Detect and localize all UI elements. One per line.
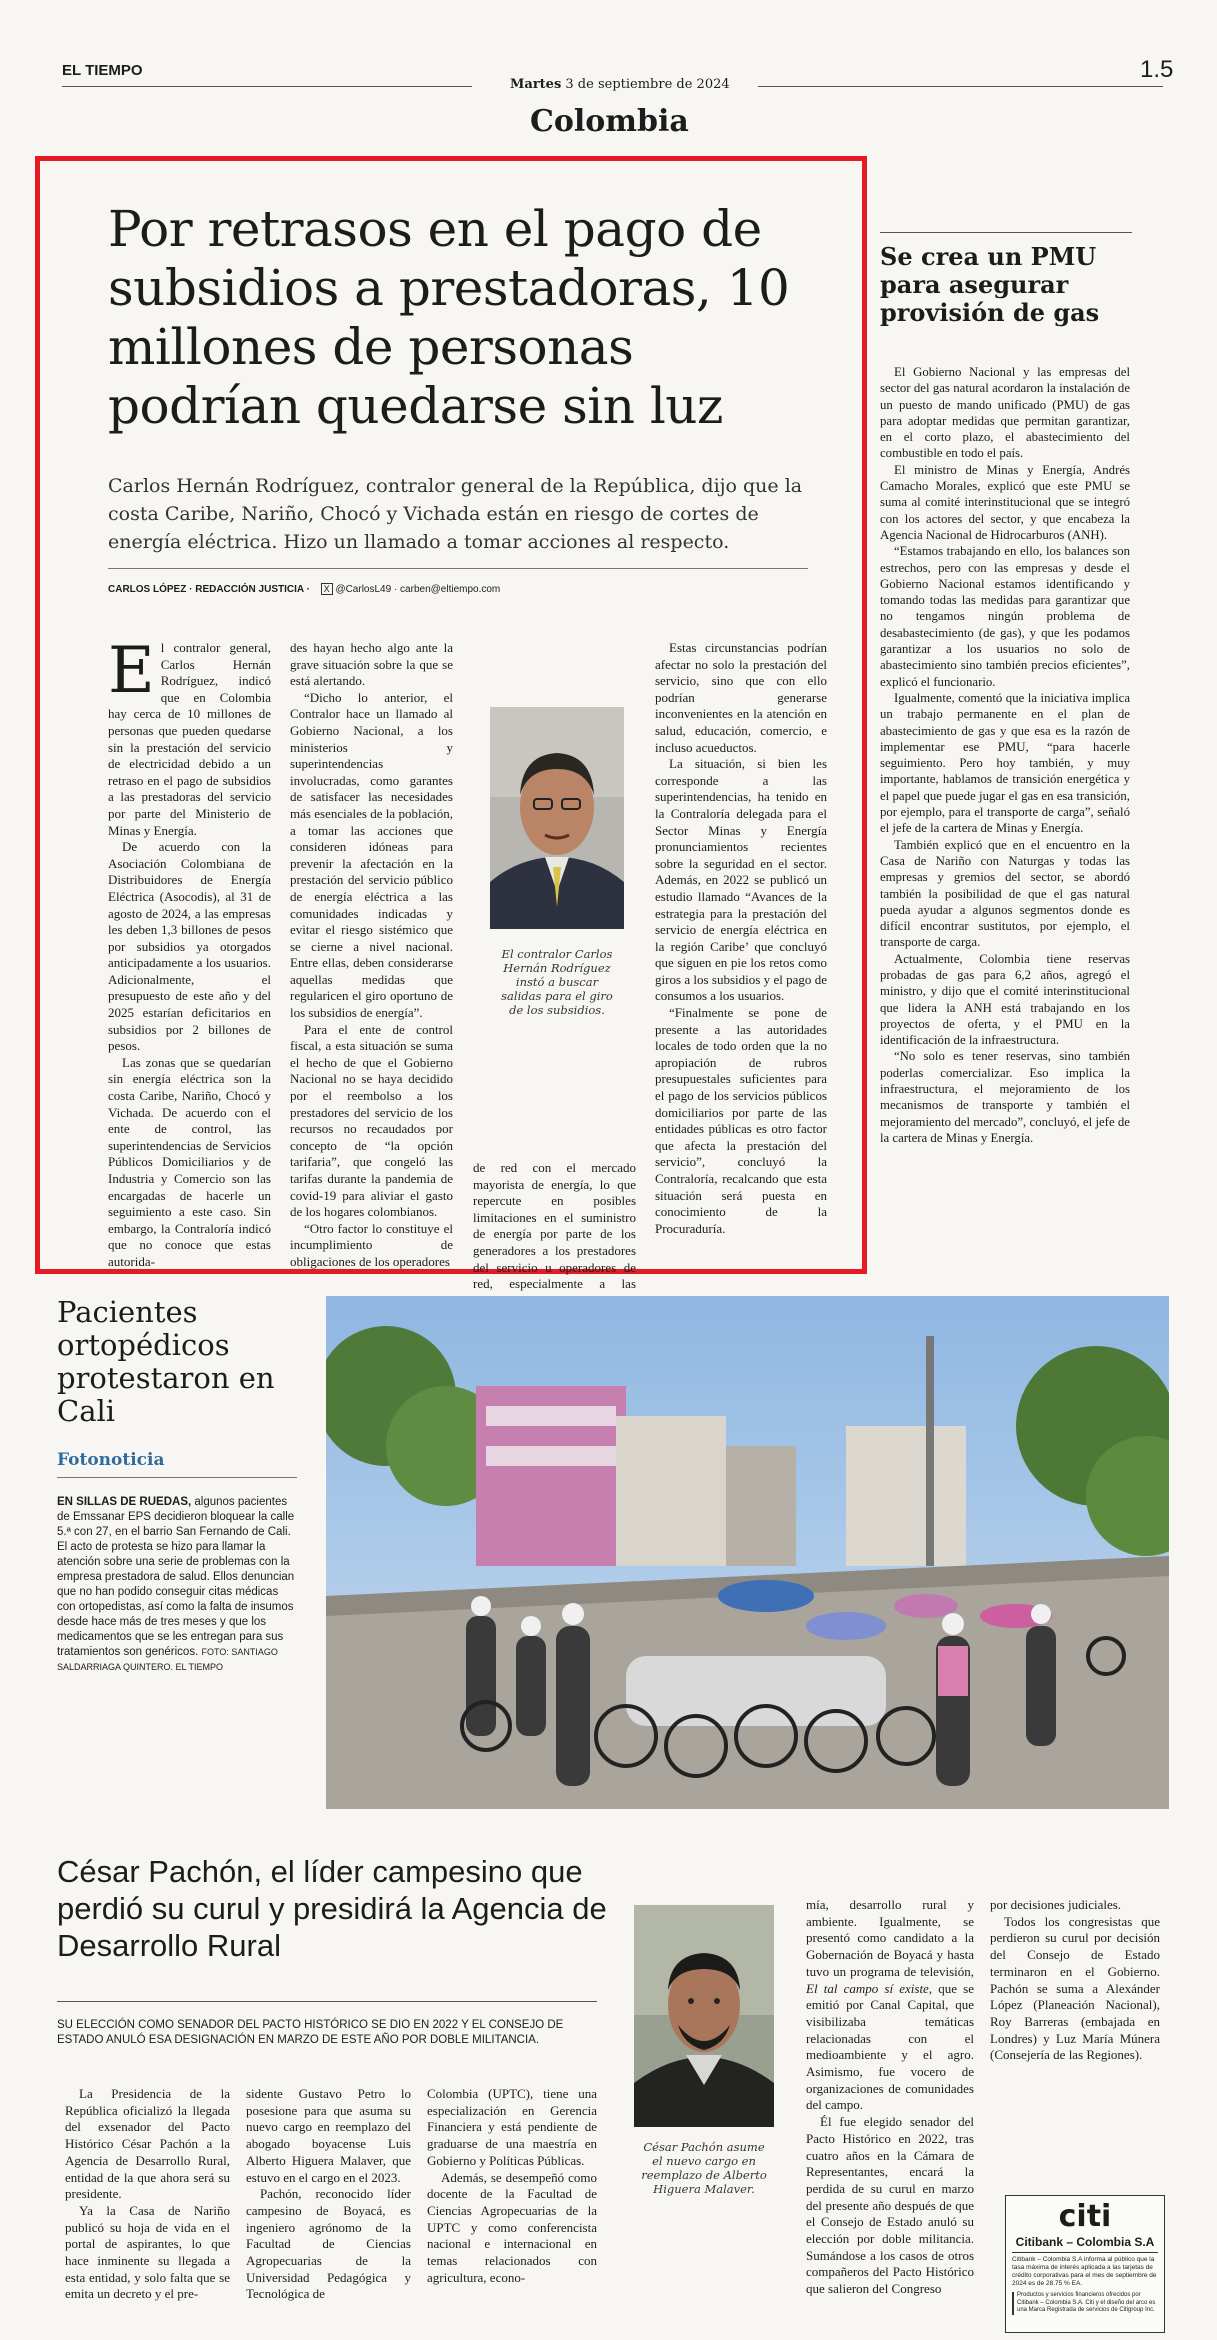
photo-story-rule	[57, 1477, 297, 1478]
main-deck: Carlos Hernán Rodríguez, contralor general de la República, dijo que la costa Caribe, Nariño, Chocó y Vichada están en riesgo de cortes de energía eléctrica. Hizo un llamado a tomar acciones al respecto.	[108, 475, 803, 553]
page-number: 1.5	[1140, 56, 1174, 83]
protest-photo	[326, 1296, 1169, 1809]
bottom-col-4	[806, 1897, 974, 2298]
header-rule-left	[62, 86, 472, 87]
paragraph: El Gobierno Nacional y las empresas del sector del gas natural acordaron la instalación de un puesto de mando unificado (PMU) de gas para adoptar medidas que permitan garantizar, en el corto plazo, el abastecimiento del combustible en todo el país.	[880, 365, 1130, 461]
bottom-subhead: SU ELECCIÓN COMO SENADOR DEL PACTO HISTÓRICO SE DIO EN 2022 Y EL CONSEJO DE ESTADO ANULÓ ESA DESIGNACIÓN EN MARZO DE ESTE AÑO POR DOBLE MILITANCIA.	[57, 2019, 564, 2046]
paragraph: También explicó que en el encuentro en la Casa de Nariño con Naturgas y todas las empresas y gremios del sector, se abordó también la posibilidad de que el gas natural pueda ayudar a algunos segmentos donde es difícil encontrar sustitutos, por ejemplo, el transporte de carga.	[880, 837, 1130, 950]
bottom-rule	[57, 2001, 597, 2002]
ad-disclaimer: Productos y servicios financieros ofrecidos por Citibank – Colombia S.A. Citi y el diseño del arco es una Marca Registrada de servicios de Citigroup Inc.	[1012, 2292, 1158, 2315]
byline: CARLOS LÓPEZ · REDACCIÓN JUSTICIA · X @CarlosL49 · carben@eltiempo.com	[108, 584, 501, 595]
x-social-icon: X	[321, 583, 333, 595]
pachon-photo	[634, 1905, 774, 2127]
main-col-2	[290, 640, 453, 1271]
paragraph: Ya la Casa de Nariño publicó su hoja de vida en el portal de aspirantes, lo que hace inminente su llegada a esta entidad, y solo falta que se emita un decreto y el pre-	[65, 2202, 230, 2302]
photo-story-label: Fotonoticia	[57, 1450, 165, 1470]
bottom-col-2	[246, 2086, 411, 2303]
paragraph: Para el ente de control fiscal, a esta situación se suma el hecho de que el Gobierno Nacional no se haya decidido por el reembolso a los prestadores del servicio de los recursos no recaudados por concepto de “la opción tarifaria”, que congeló las tarifas durante la pandemia de covid-19 para aliviar el gasto de los hogares colombianos.	[290, 1021, 453, 1220]
photo-story-headline: Pacientes ortopédicos protestaron en Cali	[57, 1295, 275, 1428]
paragraph: La situación, si bien les corresponde a las superintendencias, ha tenido en la Contraloría delegada para el Sector Minas y Energía pronunciamientos recientes sobre la seguridad en el sector. Además, en 2022 se publicó un estudio llamado “Avances de la estrategia para la prestación del servicio de energía eléctrica en la región Caribe’ que concluyó que siguen en pie los retos como giros a los subsidios y el pago de consumos a los usuarios.	[655, 756, 827, 1004]
citibank-ad	[1005, 2195, 1165, 2333]
bottom-col-5	[990, 1897, 1160, 2064]
photo-story-text: EN SILLAS DE RUEDAS, algunos pacientes de Emssanar EPS decidieron bloquear la calle 5.ª con 27, en el barrio San Fernando de Cali. El acto de protesta se hizo para llamar la atención sobre una serie de problemas con la empresa prestadora de salud. Ellos denuncian que no han podido conseguir citas médicas con ortopedistas, así como la falta de insumos desde hace más de tres meses y que los medicamentos que se les entregan para sus tratamientos son genéricos. FOTO: SANTIAGO SALDARRIAGA QUINTERO. EL TIEMPO	[57, 1496, 295, 1672]
bottom-col-1	[65, 2086, 230, 2303]
paragraph: Colombia (UPTC), tiene una especialización en Gerencia Financiera y está pendiente de graduarse de una maestría en Gobierno y Políticas Públicas.	[427, 2086, 597, 2168]
ad-title: Citibank – Colombia S.A	[1015, 2235, 1155, 2249]
brand-logo: EL TIEMPO	[62, 62, 143, 79]
pachon-photo-caption: César Pachón asume el nuevo cargo en reemplazo de Alberto Higuera Malaver.	[641, 2140, 767, 2196]
header-rule-right	[758, 86, 1163, 87]
paragraph: Todos los congresistas que perdieron su curul por decisión del Consejo de Estado terminaron en el Gobierno. Pachón se suma a Alexánder López (Planeación Nacional), Roy Barreras (embajada en Londres) y Luz María Múnera (Consejería de las Regiones).	[990, 1913, 1160, 2063]
paragraph: sidente Gustavo Petro lo posesione para que asuma su nuevo cargo en reemplazo del abogado boyacense Luis Alberto Higuera Malaver, que estuvo en el cargo en el 2023.	[246, 2086, 411, 2185]
paragraph: “Dicho lo anterior, el Contralor hace un llamado al Gobierno Nacional, a los ministerios y superintendencias involucradas, como garantes de satisfacer las necesidades más esenciales de la población, a tomar las acciones que consideren idóneas para prevenir la afectación en la prestación del servicio público de energía eléctrica a las comunidades indicadas y evitar el riesgo sistémico que se cierne a nivel nacional. Entre ellas, deben considerarse aquellas medidas que regularicen el giro oportuno de los subsidios de energía”.	[290, 689, 453, 1021]
main-col-4	[655, 640, 827, 1237]
side-top-rule	[880, 232, 1132, 233]
paragraph: La Presidencia de la República oficializó la llegada del exsenador del Pacto Histórico César Pachón a la Agencia de Desarrollo Rural, entidad de la que ahora será su presidente.	[65, 2086, 230, 2202]
paragraph: mía, desarrollo rural y ambiente. Igualmente, se presentó como candidato a la Gobernación de Boyacá y hasta tuvo un programa de televisión, El tal campo sí existe, que se emitió por Canal Capital, que visibilizaba temáticas relacionadas con el medioambiente y el agro. Asimismo, fue vocero de organizaciones de comunidades del campo.	[806, 1897, 974, 2113]
paragraph: El ministro de Minas y Energía, Andrés Camacho Morales, explicó que este PMU se suma al comité interinstitucional que se integró con los actores del sector, y que encabeza la Agencia Nacional de Hidrocarburos (ANH).	[880, 462, 1130, 542]
side-headline: Se crea un PMU para asegurar provisión de gas	[880, 242, 1100, 327]
paragraph: Él fue elegido senador del Pacto Histórico en 2022, tras cuatro años en la Cámara de Representantes, encará la perdida de su curul en marzo del presente año después de que el Consejo de Estado anuló su elección por doble militancia. Sumándose a los casos de otros compañeros del Pacto Histórico que salieron del Congreso	[806, 2114, 974, 2297]
paragraph: por decisiones judiciales.	[990, 1897, 1122, 1912]
header-date: Martes 3 de septiembre de 2024	[510, 77, 730, 92]
paragraph: Las zonas que se quedarían sin energía eléctrica son la costa Caribe, Nariño, Chocó y Vichada. De acuerdo con el ente de control, las superintendencias de Servicios Públicos Domiciliarios y de Industria y Comercio son las encargadas de hacerle un seguimiento a este caso. Sin embargo, la Contraloría indicó que no conoce que estas autorida-	[108, 1054, 271, 1269]
paragraph: Además, se desempeñó como docente de la Facultad de Ciencias Agropecuarias de la UPTC y como conferencista nacional e internacional en temas relacionados con agricultura, econo-	[427, 2169, 597, 2285]
section-title: Colombia	[530, 104, 689, 139]
paragraph: l contralor general, Carlos Hernán Rodríguez, indicó que en Colombia hay cerca de 10 millones de personas que pueden quedarse sin la prestación del servicio de electricidad debido a un retraso en el pago de subsidios a las prestadoras del servicio por parte del Ministerio de Minas y Energía.	[108, 640, 271, 838]
drop-cap: E	[108, 634, 155, 708]
citi-logo: citi	[1058, 2199, 1112, 2234]
paragraph: Estas circunstancias podrían afectar no solo la prestación del servicio, sino que con ello podrían generarse inconvenientes en la atención en salud, educación, comercio, e incluso acueductos.	[655, 640, 827, 755]
main-headline: Por retrasos en el pago de subsidios a prestadoras, 10 millones de personas podrían quedarse sin luz	[108, 200, 790, 435]
contralor-photo	[490, 707, 624, 929]
paragraph: De acuerdo con la Asociación Colombiana de Distribuidores de Energía Eléctrica (Asocodis), al 31 de agosto de 2024, a las empresas les deben 1,3 billones de pesos por subsidios ya otorgados anticipadamente a los usuarios. Adicionalmente, el presupuesto de este año y del 2025 estarían deficitarios en subsidios por 2 billones de pesos.	[108, 839, 271, 1054]
contralor-photo-caption: El contralor Carlos Hernán Rodríguez instó a buscar salidas para el giro de los subsidios.	[501, 947, 613, 1017]
paragraph: “No solo es tener reservas, sino también poderlas comercializar. Eso implica la infraestructura, el mejoramiento de los mecanismos de transporte y también el mejoramiento del mercado”, concluyó, el jefe de la cartera de Minas y Energía.	[880, 1049, 1130, 1145]
side-body	[880, 364, 1130, 1146]
ad-text: Citibank – Colombia S.A informa al público que la tasa máxima de interés aplicada a las tarjetas de crédito corporativas para el mes de septiembre de 2024 es de 28.75 % EA.	[1012, 2256, 1157, 2287]
paragraph: “Finalmente se pone de presente a las autoridades locales de todo orden que la no apropiación de rubros presupuestales suficientes para el pago de los servicios públicos domiciliarios por parte de las entidades públicas es otro factor que afecta la prestación del servicio”, concluyó la Contraloría, recalcando que esta situación será puesta en conocimiento de la Procuraduría.	[655, 1005, 827, 1236]
bottom-headline: César Pachón, el líder campesino que perdió su curul y presidirá la Agencia de Desarrollo Rural	[57, 1854, 607, 1963]
main-col-1	[108, 634, 271, 1271]
byline-rule	[108, 568, 808, 569]
paragraph: “Otro factor lo constituye el incumplimiento de obligaciones de los operadores	[290, 1220, 453, 1269]
paragraph: Igualmente, comentó que la iniciativa implica un trabajo permanente en el plan de abastecimiento de gas y que esa es la razón de implementar ese PMU, “para hacerle seguimiento. Pero hoy también, y muy importante, hablamos de transición energética y el papel que puede jugar el gas en esa transición, por ejemplo, para el transporte de carga”, señaló el jefe de la cartera de Minas y Energía.	[880, 690, 1130, 836]
paragraph: des hayan hecho algo ante la grave situación sobre la que se está alertando.	[290, 640, 453, 689]
paragraph: Pachón, reconocido líder campesino de Boyacá, es ingeniero agrónomo de la Facultad de Ciencias Agropecuarias de la Universidad Pedagógica y Tecnológica de	[246, 2186, 411, 2302]
ad-rule	[1012, 2252, 1158, 2253]
bottom-col-3	[427, 2086, 597, 2286]
paragraph: “Estamos trabajando en ello, los balances son estrechos, pero con las empresas y desde el Gobierno Nacional estamos identificando y tomando todas las medidas para garantizar que no tengamos ningún problema de desabastecimiento (de gas), y que les podamos garantizar a los usuarios no solo de abastecimiento sino también precios eficientes”, explicó el funcionario.	[880, 544, 1130, 689]
paragraph: de red con el mercado mayorista de energía, lo que repercute en posibles limitaciones en el suministro de energía por parte de los generadores a los prestadores del servicio u operadores de red, especialmente a las	[473, 1160, 636, 1292]
paragraph: Actualmente, Colombia tiene reservas probadas de gas para 6,2 años, agregó el ministro, y dijo que el comité interinstitucional que lidera la ANH está trabajando en los proyectos de oferta, y el PMU en la identificación de la infraestructura.	[880, 951, 1130, 1048]
